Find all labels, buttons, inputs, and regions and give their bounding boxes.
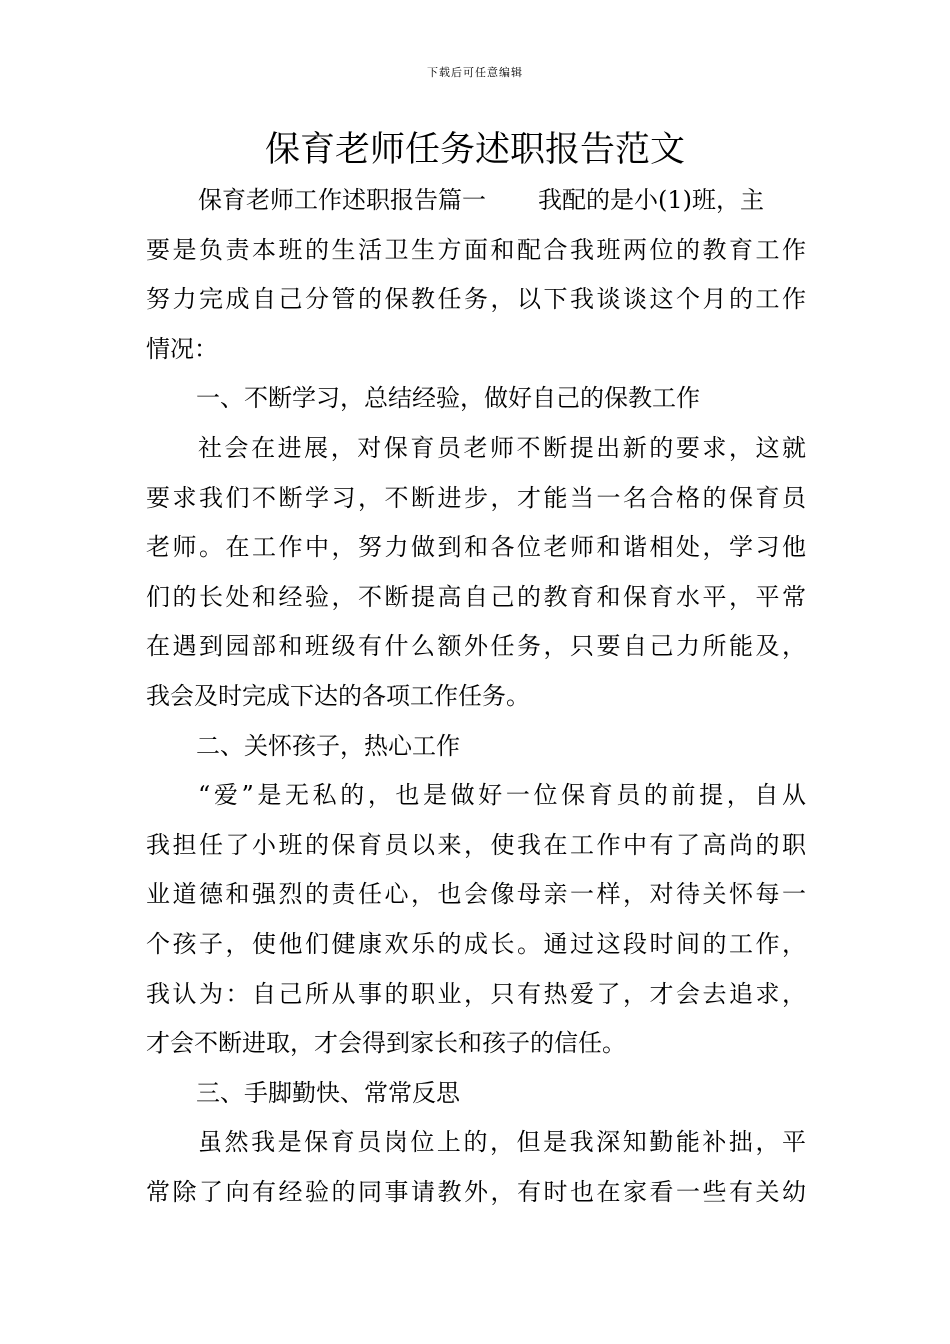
paragraph-line [146,176,806,226]
paragraph-line: 老师。在工作中，努力做到和各位老师和谐相处，学习他 [146,533,806,562]
section-heading: 三、手脚勤快、常常反思 [196,1078,460,1107]
paragraph-line: 社会在进展，对保育员老师不断提出新的要求，这就 [198,433,806,462]
paragraph-line: 在遇到园部和班级有什么额外任务，只要自己力所能及， [146,632,806,661]
paragraph-line: 情况： [146,334,218,363]
paragraph-line: 要是负责本班的生活卫生方面和配合我班两位的教育工作 [146,235,806,264]
document-body [146,176,806,1217]
paragraph-line: 我认为：自己所从事的职业，只有热爱了，才会去追求， [146,979,806,1008]
paragraph-text: 我配的是小(1)班，主 [538,186,764,214]
paragraph-line: 虽然我是保育员岗位上的，但是我深知勤能补拙，平 [198,1128,806,1157]
paragraph-line: 才会不断进取，才会得到家长和孩子的信任。 [146,1029,626,1058]
paragraph-line: 个孩子，使他们健康欢乐的成长。通过这段时间的工作， [146,929,806,958]
paragraph-line: 我担任了小班的保育员以来，使我在工作中有了高尚的职 [146,830,806,859]
section-heading: 保育老师工作述职报告篇一 [198,186,486,214]
document-title: 保育老师任务述职报告范文 [264,130,685,170]
paragraph-line: 要求我们不断学习，不断进步，才能当一名合格的保育员 [146,483,806,512]
section-heading: 二、关怀孩子，热心工作 [196,731,460,760]
header-note: 下载后可任意编辑 [427,66,523,79]
paragraph-line: “爱”是无私的，也是做好一位保育员的前提，自从 [198,781,806,810]
paragraph-line: 常除了向有经验的同事请教外，有时也在家看一些有关幼 [146,1177,806,1206]
paragraph-line: 业道德和强烈的责任心，也会像母亲一样，对待关怀每一 [146,880,806,909]
paragraph-line: 努力完成自己分管的保教任务，以下我谈谈这个月的工作 [146,285,806,314]
section-heading: 一、不断学习，总结经验，做好自己的保教工作 [196,384,700,413]
paragraph-line: 们的长处和经验，不断提高自己的教育和保育水平，平常 [146,582,806,611]
paragraph-line: 我会及时完成下达的各项工作任务。 [146,681,530,710]
